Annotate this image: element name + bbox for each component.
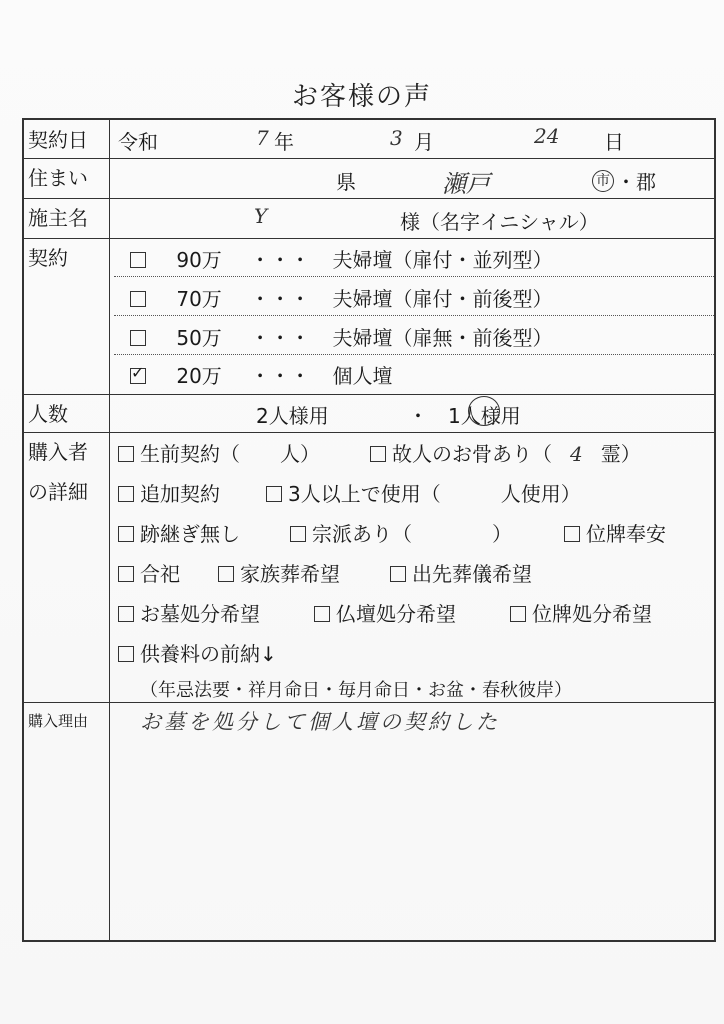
additional-contract: 追加契約 — [140, 482, 220, 506]
checkbox[interactable] — [218, 566, 234, 582]
has-sect: 宗派あり（ ） — [312, 522, 512, 546]
no-successor: 跡継ぎ無し — [140, 522, 240, 546]
month-value: 3 — [390, 126, 403, 150]
client-initial: Y — [254, 204, 268, 228]
three-plus-users: 3人以上で使用（ 人使用） — [288, 482, 581, 506]
joint-burial: 合祀 — [140, 562, 180, 586]
reason-text: お墓を処分して個人壇の契約した — [140, 710, 500, 734]
year-unit: 年 — [274, 130, 294, 154]
remains-count: 4 — [570, 442, 583, 466]
people-row — [24, 394, 714, 432]
address-label: 住まい — [24, 158, 110, 198]
memorial-events: （年忌法要・祥月命日・毎月命日・お盆・春秋彼岸） — [140, 680, 572, 701]
prefecture-unit: 県 — [336, 170, 356, 194]
city-unit-circled: 市 — [592, 170, 614, 192]
contract-label: 契約 — [24, 238, 110, 394]
checkbox[interactable] — [118, 646, 134, 662]
checkbox[interactable] — [390, 566, 406, 582]
checkbox[interactable] — [130, 330, 146, 346]
day-value: 24 — [534, 124, 560, 148]
contract-date-row — [24, 120, 714, 158]
contract-option-90[interactable]: 90万 ・・・ 夫婦壇（扉付・並列型） — [130, 244, 553, 273]
address-row — [24, 158, 714, 198]
contract-option-20[interactable]: ✓ 20万 ・・・ 個人壇 — [130, 360, 393, 389]
checkbox[interactable] — [130, 252, 146, 268]
buyer-details-row: 購入者 の詳細 生前契約（ 人） 故人のお骨あり（ 4 霊） 追加契約 3人以上で使用（ 人使用） 跡継ぎ無し 宗派あり（ ） 位牌奉安 合祀 家族葬希望 出先葬儀希望 お墓処分希望 仏壇処分希望 位牌処分希望 供養料の前納↓ （年忌法要・祥月命日・毎月命日・お盆・春秋彼岸） — [24, 432, 714, 702]
two-person: 2人様用 — [256, 404, 329, 428]
pre-need-contract: 生前契約（ 人） — [140, 442, 320, 466]
contract-date-label: 契約日 — [24, 120, 110, 158]
client-suffix: 様（名字イニシャル） — [400, 210, 599, 234]
client-name-row — [24, 198, 714, 238]
checkbox[interactable] — [118, 606, 134, 622]
one-person-circle-mark — [468, 396, 500, 426]
checkbox[interactable] — [118, 446, 134, 462]
checkbox[interactable] — [130, 291, 146, 307]
day-unit: 日 — [604, 130, 624, 154]
memorial-prepay: 供養料の前納↓ — [140, 642, 277, 666]
checkbox[interactable] — [510, 606, 526, 622]
month-unit: 月 — [414, 130, 434, 154]
year-value: 7 — [256, 126, 269, 150]
checkbox[interactable] — [564, 526, 580, 542]
reason-row — [24, 702, 714, 940]
people-sep: ・ — [408, 404, 428, 428]
feedback-form — [22, 118, 716, 942]
page-title: お客様の声 — [291, 82, 432, 112]
client-name-label: 施主名 — [24, 198, 110, 238]
contract-option-70[interactable]: 70万 ・・・ 夫婦壇（扉付・前後型） — [130, 283, 553, 312]
altar-disposal: 仏壇処分希望 — [336, 602, 456, 626]
contract-row — [24, 238, 714, 394]
tablet-disposal: 位牌処分希望 — [532, 602, 652, 626]
checkbox-checked[interactable] — [130, 368, 146, 384]
one-person: 1人様用 — [448, 404, 521, 428]
tablet-enshrine: 位牌奉安 — [586, 522, 666, 546]
checkbox[interactable] — [266, 486, 282, 502]
city-handwritten: 瀬戸 — [442, 170, 490, 198]
buyer-details-label: 購入者 の詳細 — [24, 432, 110, 702]
grave-disposal: お墓処分希望 — [140, 602, 260, 626]
contract-option-50[interactable]: 50万 ・・・ 夫婦壇（扉無・前後型） — [130, 322, 553, 351]
family-funeral: 家族葬希望 — [240, 562, 340, 586]
offsite-funeral: 出先葬儀希望 — [412, 562, 532, 586]
checkbox[interactable] — [118, 486, 134, 502]
reason-label: 購入理由 — [24, 702, 110, 940]
era-label: 令和 — [118, 130, 158, 154]
checkbox[interactable] — [314, 606, 330, 622]
checkbox[interactable] — [290, 526, 306, 542]
remains-present: 故人のお骨あり（ — [392, 442, 552, 466]
checkbox[interactable] — [370, 446, 386, 462]
people-label: 人数 — [24, 394, 110, 432]
checkbox[interactable] — [118, 526, 134, 542]
district-unit: ・郡 — [616, 170, 656, 194]
checkbox[interactable] — [118, 566, 134, 582]
